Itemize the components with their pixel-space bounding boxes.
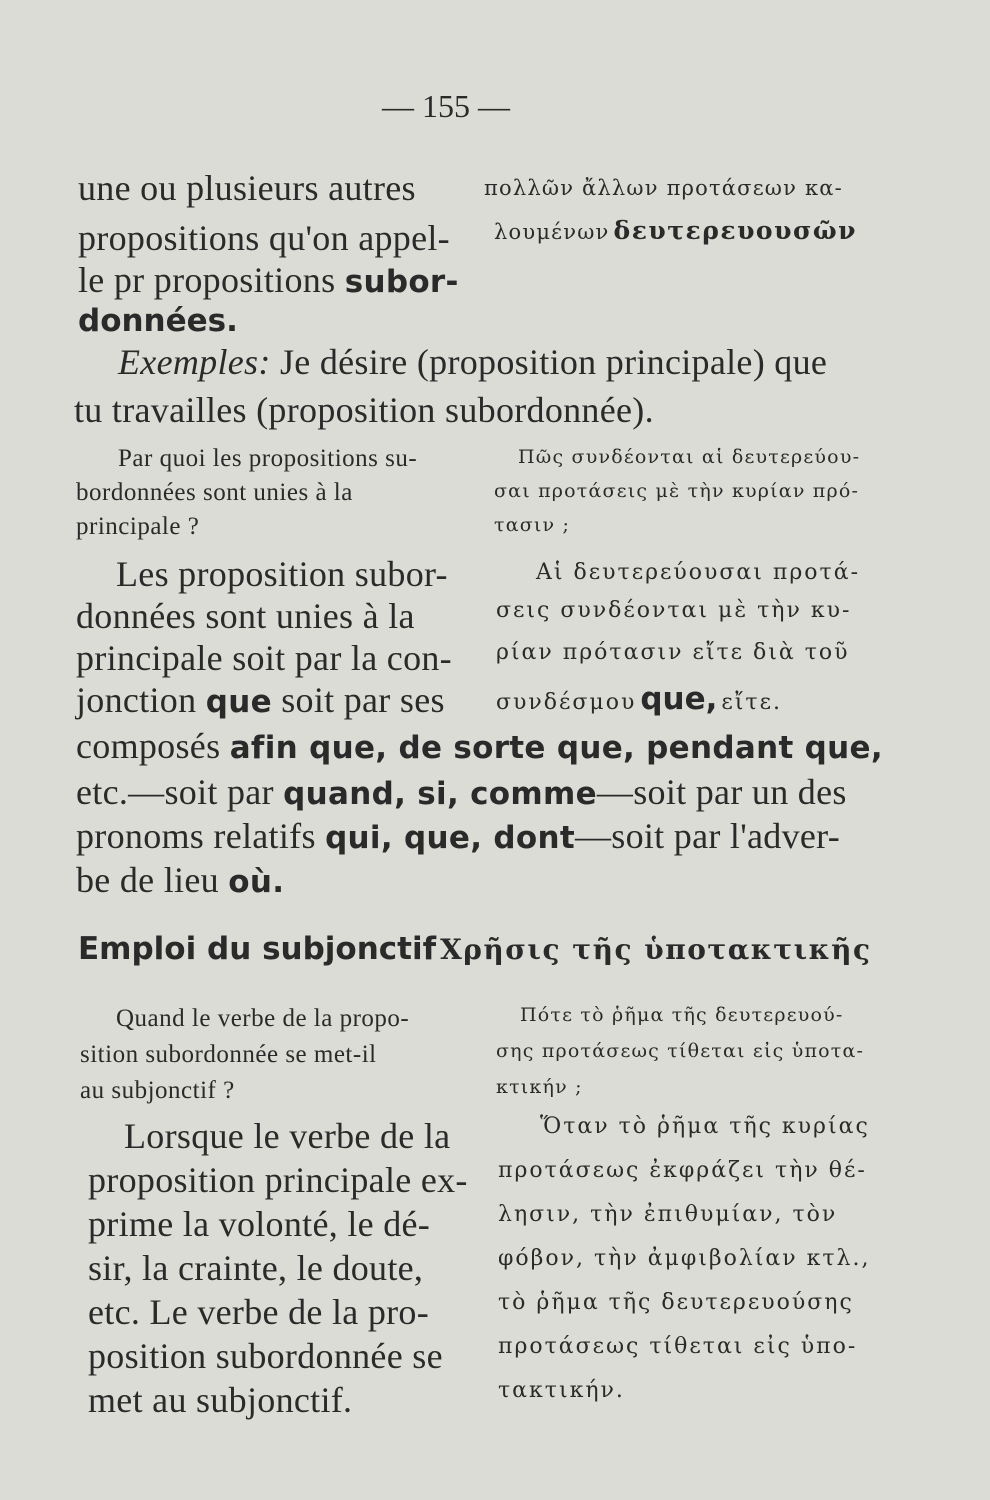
gr-question-line: κτικήν ; [496,1076,583,1098]
question-line: principale ? [76,513,200,540]
bold-term: où. [228,864,285,900]
bold-term: données. [78,303,238,339]
answer-line: données sont unies à la [76,596,415,636]
fr-text-line: une ou plusieurs autres [78,168,416,208]
fr-text-line [78,303,238,339]
answer-line [76,818,840,854]
heading-gr: Χρῆσις τῆς ὑποτακτικῆς [440,933,872,966]
fr-text: be de lieu [76,860,219,900]
gr-answer-line: προτάσεως ἐκφράζει τὴν θέ- [498,1158,867,1183]
bold-term: subor- [344,264,459,300]
gr-answer-line: λησιν, τὴν ἐπιθυμίαν, τὸν [498,1202,838,1227]
question-line: bordonnées sont unies à la [76,479,353,506]
answer-line: Les proposition subor- [116,554,448,594]
gr-question-line: σαι προτάσεις μὲ τὴν κυρίαν πρό- [494,480,860,502]
section-heading [78,931,872,967]
heading-fr: Emploi du subjonctif [78,931,437,967]
fr-text-line: propositions qu'on appel- [78,218,450,258]
fr-text: le pr [78,260,145,300]
fr-text: propositions [153,260,336,300]
answer-line: Lorsque le verbe de la [124,1116,451,1156]
example-line: tu travailles (proposition subordonnée). [74,390,654,430]
gr-text: συνδέσμου [496,690,637,715]
bold-term: qui, que, dont [325,820,575,856]
gr-answer-line: τὸ ῥῆμα τῆς δευτερευούσης [498,1290,854,1315]
answer-line: sir, la crainte, le doute, [88,1248,424,1288]
answer-line: met au subjonctif. [88,1380,353,1420]
question-line: sition subordonnée se met-il [80,1041,377,1068]
example-text: Je désire (proposition principale) que [279,342,828,382]
fr-text: composés [76,726,221,766]
gr-question-line: Πῶς συνδέονται αἱ δευτερεύου- [518,446,861,468]
gr-text-line: πολλῶν ἄλλων προτάσεων κα- [484,176,843,200]
bold-term: que [205,684,272,720]
answer-line: prime la volonté, le dé- [88,1204,431,1244]
examples-label: Exemples: [118,342,271,382]
page-number: — 155 — [382,88,510,124]
gr-text: λουμένων [494,220,610,244]
gr-answer-line [496,681,782,717]
bold-term: δευτερευουσῶν [613,216,858,245]
fr-text: soit par ses [281,680,445,720]
answer-line [76,774,847,810]
gr-answer-line: φόβον, τὴν ἀμφιβολίαν κτλ., [498,1246,871,1271]
answer-line: position subordonnée se [88,1336,443,1376]
gr-answer-line: σεις συνδέονται μὲ τὴν κυ- [496,598,852,623]
gr-answer-line: προτάσεως τίθεται εἰς ὑπο- [498,1334,858,1359]
fr-text: pronoms relatifs [76,816,316,856]
fr-text: etc.—soit par [76,772,274,812]
gr-answer-line: ρίαν πρότασιν εἴτε διὰ τοῦ [496,640,850,665]
answer-line: etc. Le verbe de la pro- [88,1292,430,1332]
gr-text-line [494,218,857,243]
question-line: au subjonctif ? [80,1077,235,1104]
answer-line [76,682,445,718]
answer-line [76,728,883,764]
bold-term: quand, si, comme [283,776,597,812]
answer-line: proposition principale ex- [88,1160,468,1200]
gr-answer-line: Ὅταν τὸ ῥῆμα τῆς κυρίας [540,1114,870,1139]
gr-answer-line: Αἱ δευτερεύουσαι προτά- [536,560,861,585]
gr-question-line: Πότε τὸ ῥῆμα τῆς δευτερευού- [520,1004,844,1026]
fr-text: —soit par l'adver- [574,816,841,856]
gr-text: εἴτε. [721,690,782,715]
gr-answer-line: τακτικήν. [498,1378,625,1403]
gr-question-line: τασιν ; [494,514,571,536]
question-line: Par quoi les propositions su- [118,445,418,472]
fr-text-line [78,262,459,298]
question-line: Quand le verbe de la propo- [116,1005,410,1032]
answer-line: principale soit par la con- [76,638,452,678]
example-line [118,344,827,380]
fr-text: —soit par un des [596,772,847,812]
bold-term: afin que, de sorte que, pendant que, [229,730,883,766]
bold-term: que, [640,681,718,717]
answer-line [76,862,284,898]
gr-question-line: σης προτάσεως τίθεται εἰς ὑποτα- [496,1040,865,1062]
fr-text: jonction [76,680,197,720]
